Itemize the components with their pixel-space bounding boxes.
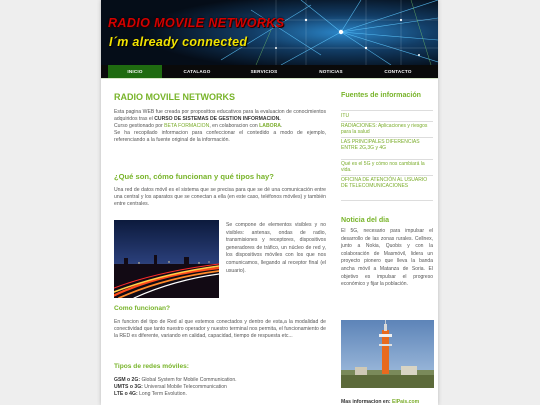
site-title: RADIO MOVILE NETWORKS [108,16,285,30]
nav-servicios[interactable]: SERVICIOS [250,69,278,74]
source-link-itu[interactable]: ITU [341,113,350,119]
source-link-diferencias[interactable]: LAS PRINCIPALES DIFERENCIAS ENTRE 2G,3G y 4G [341,139,420,151]
network-types-list [114,377,326,398]
section-what-text: Una red de datos móvil es el sistema que se precisa para que se dé una comunicación entre una central y los aparatos que se conectan a ella (en este caso, teléfonos móviles) y también entre centrales. [114,187,326,208]
beta-formacion-link[interactable]: BETA FORMACION [164,123,210,130]
header-banner [101,0,438,65]
nav-inicio[interactable]: INICIO [108,65,162,78]
source-link-radiaciones[interactable]: RADIACIONES: Aplicaciones y riesgos para la salud [341,123,428,135]
divider [341,137,433,138]
news-heading: Noticia del dia [341,216,390,224]
divider [341,159,433,160]
labora-link[interactable]: LABORA [259,123,281,130]
antenna-tower-photo [341,320,434,388]
main-navigation [101,65,438,78]
banner-network-graphic [101,0,438,65]
nav-noticias[interactable]: NOTICIAS [319,69,343,74]
list-item: LTE o 4G: Long Term Evolution. [114,391,187,398]
page-container [101,0,438,405]
divider [341,200,433,201]
intro-text: Esta pagina WEB fue creada por proposittos educativos para la evaluacion de conocimientos adquiridos tras el [114,109,326,123]
divider [341,121,433,122]
site-tagline: I´m already connected [109,35,248,49]
intro-text-managed: Curso gestionado por [114,123,165,130]
intro-paragraph [114,109,326,144]
sources-heading: Fuentes de información [341,91,422,99]
city-traffic-photo [114,220,219,298]
nav-catalogo[interactable]: CATALAGO [183,69,211,74]
intro-text-end: . [280,123,283,130]
course-name: CURSO DE SISTEMAS DE GESTION INFORMACION. [154,116,281,123]
section-heading-types: Tipos de redes móviles: [114,363,190,370]
divider [341,175,433,176]
section-what-side-text: Se compone de elementos visibles y no visibles: antenas, ondas de radio, transmisiones y receptores, dispositivos generadores de tráfico, un núcleo de red y, los dispositivos móviles con los que nos comunicamos, llegando al receptor final (el usuario). [226,222,326,274]
intro-text-collab: , en colaboracion con [209,123,260,130]
section-heading-how: Como funcionan? [114,305,171,312]
elpais-link[interactable]: ElPais.com [391,399,420,405]
nav-contacto[interactable]: CONTACTO [384,69,412,74]
section-how-text: En funcion del tipo de Red al que estemos conectados y dentro de esta,a la modalidad de conectividad que tanto nuestro operador y nuestro terminal nos permita, el funcionamiento de la RED es diferente, variando en calidad, capacidad, tiempo de respuesta etc... [114,319,326,340]
list-item: GSM o 2G: Global System for Mobile Communication. [114,377,237,383]
intro-text-sources: Se ha recopilado informacion para confeccionar el contedido a modo de ejemplo, referenciando a la fuente original de la información. [114,130,326,144]
more-info-line: Mas informacion en: ElPais.com [341,399,420,405]
source-link-oficina[interactable]: OFICINA DE ATENCIÓN AL USUARIO DE TELECOMUNICACIONES [341,177,428,189]
divider [341,110,433,111]
list-item: UMTS o 3G: Universal Mobile Telecommunication [114,384,227,391]
page-title: RADIO MOVILE NETWORKS [114,92,235,102]
section-heading-what: ¿Qué son, cómo funcionan y qué tipos hay? [114,172,274,181]
news-text: El 5G, necesario para impulsar el desarrollo de las zonas rurales. Cellnex, junto a Nokia, Quobis y con la colaboración de Masmóvil, lidera un proyecto pionero que lleva la banda ancha móvil a Matanza de Soria. El objetivo es impulsar el progreso económico y fijar la población. [341,228,433,288]
nav-divider [101,78,438,79]
source-link-5g[interactable]: Qué es el 5G y cómo nos cambiará la vida. [341,161,425,173]
